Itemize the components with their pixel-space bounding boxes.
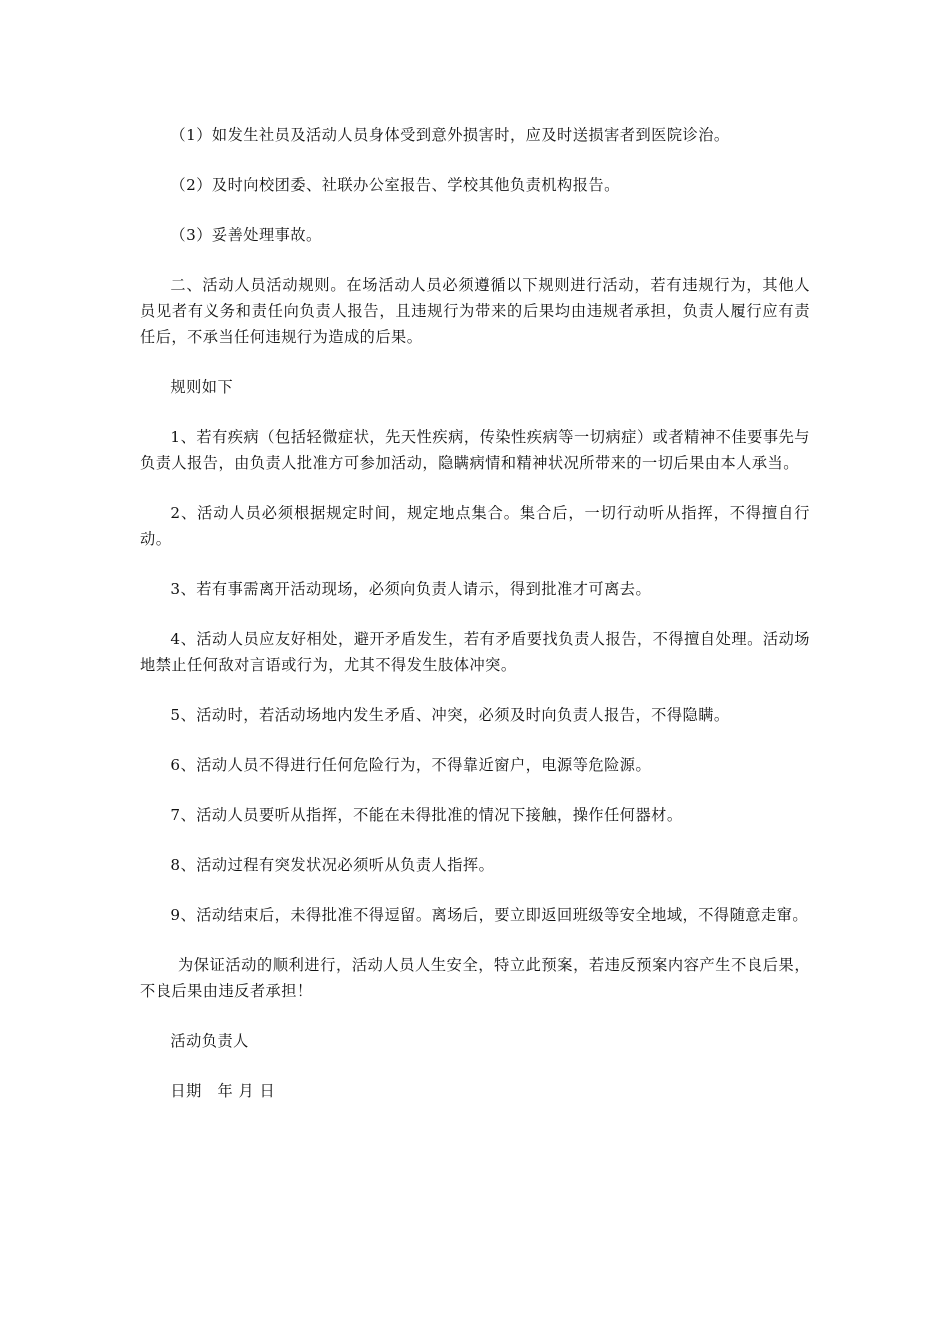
rules-heading: 规则如下 [170,378,234,396]
rule-8: 8、活动过程有突发状况必须听从负责人指挥。 [170,856,495,874]
closing-statement: 为保证活动的顺利进行，活动人员人生安全，特立此预案，若违反预案内容产生不良后果，不良后果由违反者承担！ [140,956,810,1000]
rule-6: 6、活动人员不得进行任何危险行为，不得靠近窗户，电源等危险源。 [170,756,652,774]
rule-9: 9、活动结束后，未得批准不得逗留。离场后，要立即返回班级等安全地域，不得随意走窜。 [170,906,809,924]
rule-7: 7、活动人员要听从指挥，不能在未得批准的情况下接触，操作任何器材。 [170,806,683,824]
emergency-step-1: （1）如发生社员及活动人员身体受到意外损害时，应及时送损害者到医院诊治。 [170,126,730,144]
rule-1: 1、若有疾病（包括轻微症状，先天性疾病，传染性疾病等一切病症）或者精神不佳要事先与负责人报告，由负责人批准方可参加活动，隐瞒病情和精神状况所带来的一切后果由本人承当。 [140,428,810,472]
document-page [140,122,810,1104]
rule-3: 3、若有事需离开活动现场，必须向负责人请示，得到批准才可离去。 [170,580,652,598]
section-two-rules-intro: 二、活动人员活动规则。在场活动人员必须遵循以下规则进行活动，若有违规行为，其他人员见者有义务和责任向负责人报告，且违规行为带来的后果均由违规者承担，负责人履行应有责任后，不承当任何违规行为造成的后果。 [140,276,810,346]
signature-person-in-charge: 活动负责人 [170,1032,249,1050]
emergency-step-2: （2）及时向校团委、社联办公室报告、学校其他负责机构报告。 [170,176,620,194]
signature-date: 日期 年 月 日 [170,1082,276,1100]
emergency-step-3: （3）妥善处理事故。 [170,226,322,244]
rule-5: 5、活动时，若活动场地内发生矛盾、冲突，必须及时向负责人报告，不得隐瞒。 [170,706,730,724]
rule-2: 2、活动人员必须根据规定时间，规定地点集合。集合后，一切行动听从指挥，不得擅自行动。 [140,504,810,548]
rule-4: 4、活动人员应友好相处，避开矛盾发生，若有矛盾要找负责人报告，不得擅自处理。活动场地禁止任何敌对言语或行为，尤其不得发生肢体冲突。 [140,630,810,674]
